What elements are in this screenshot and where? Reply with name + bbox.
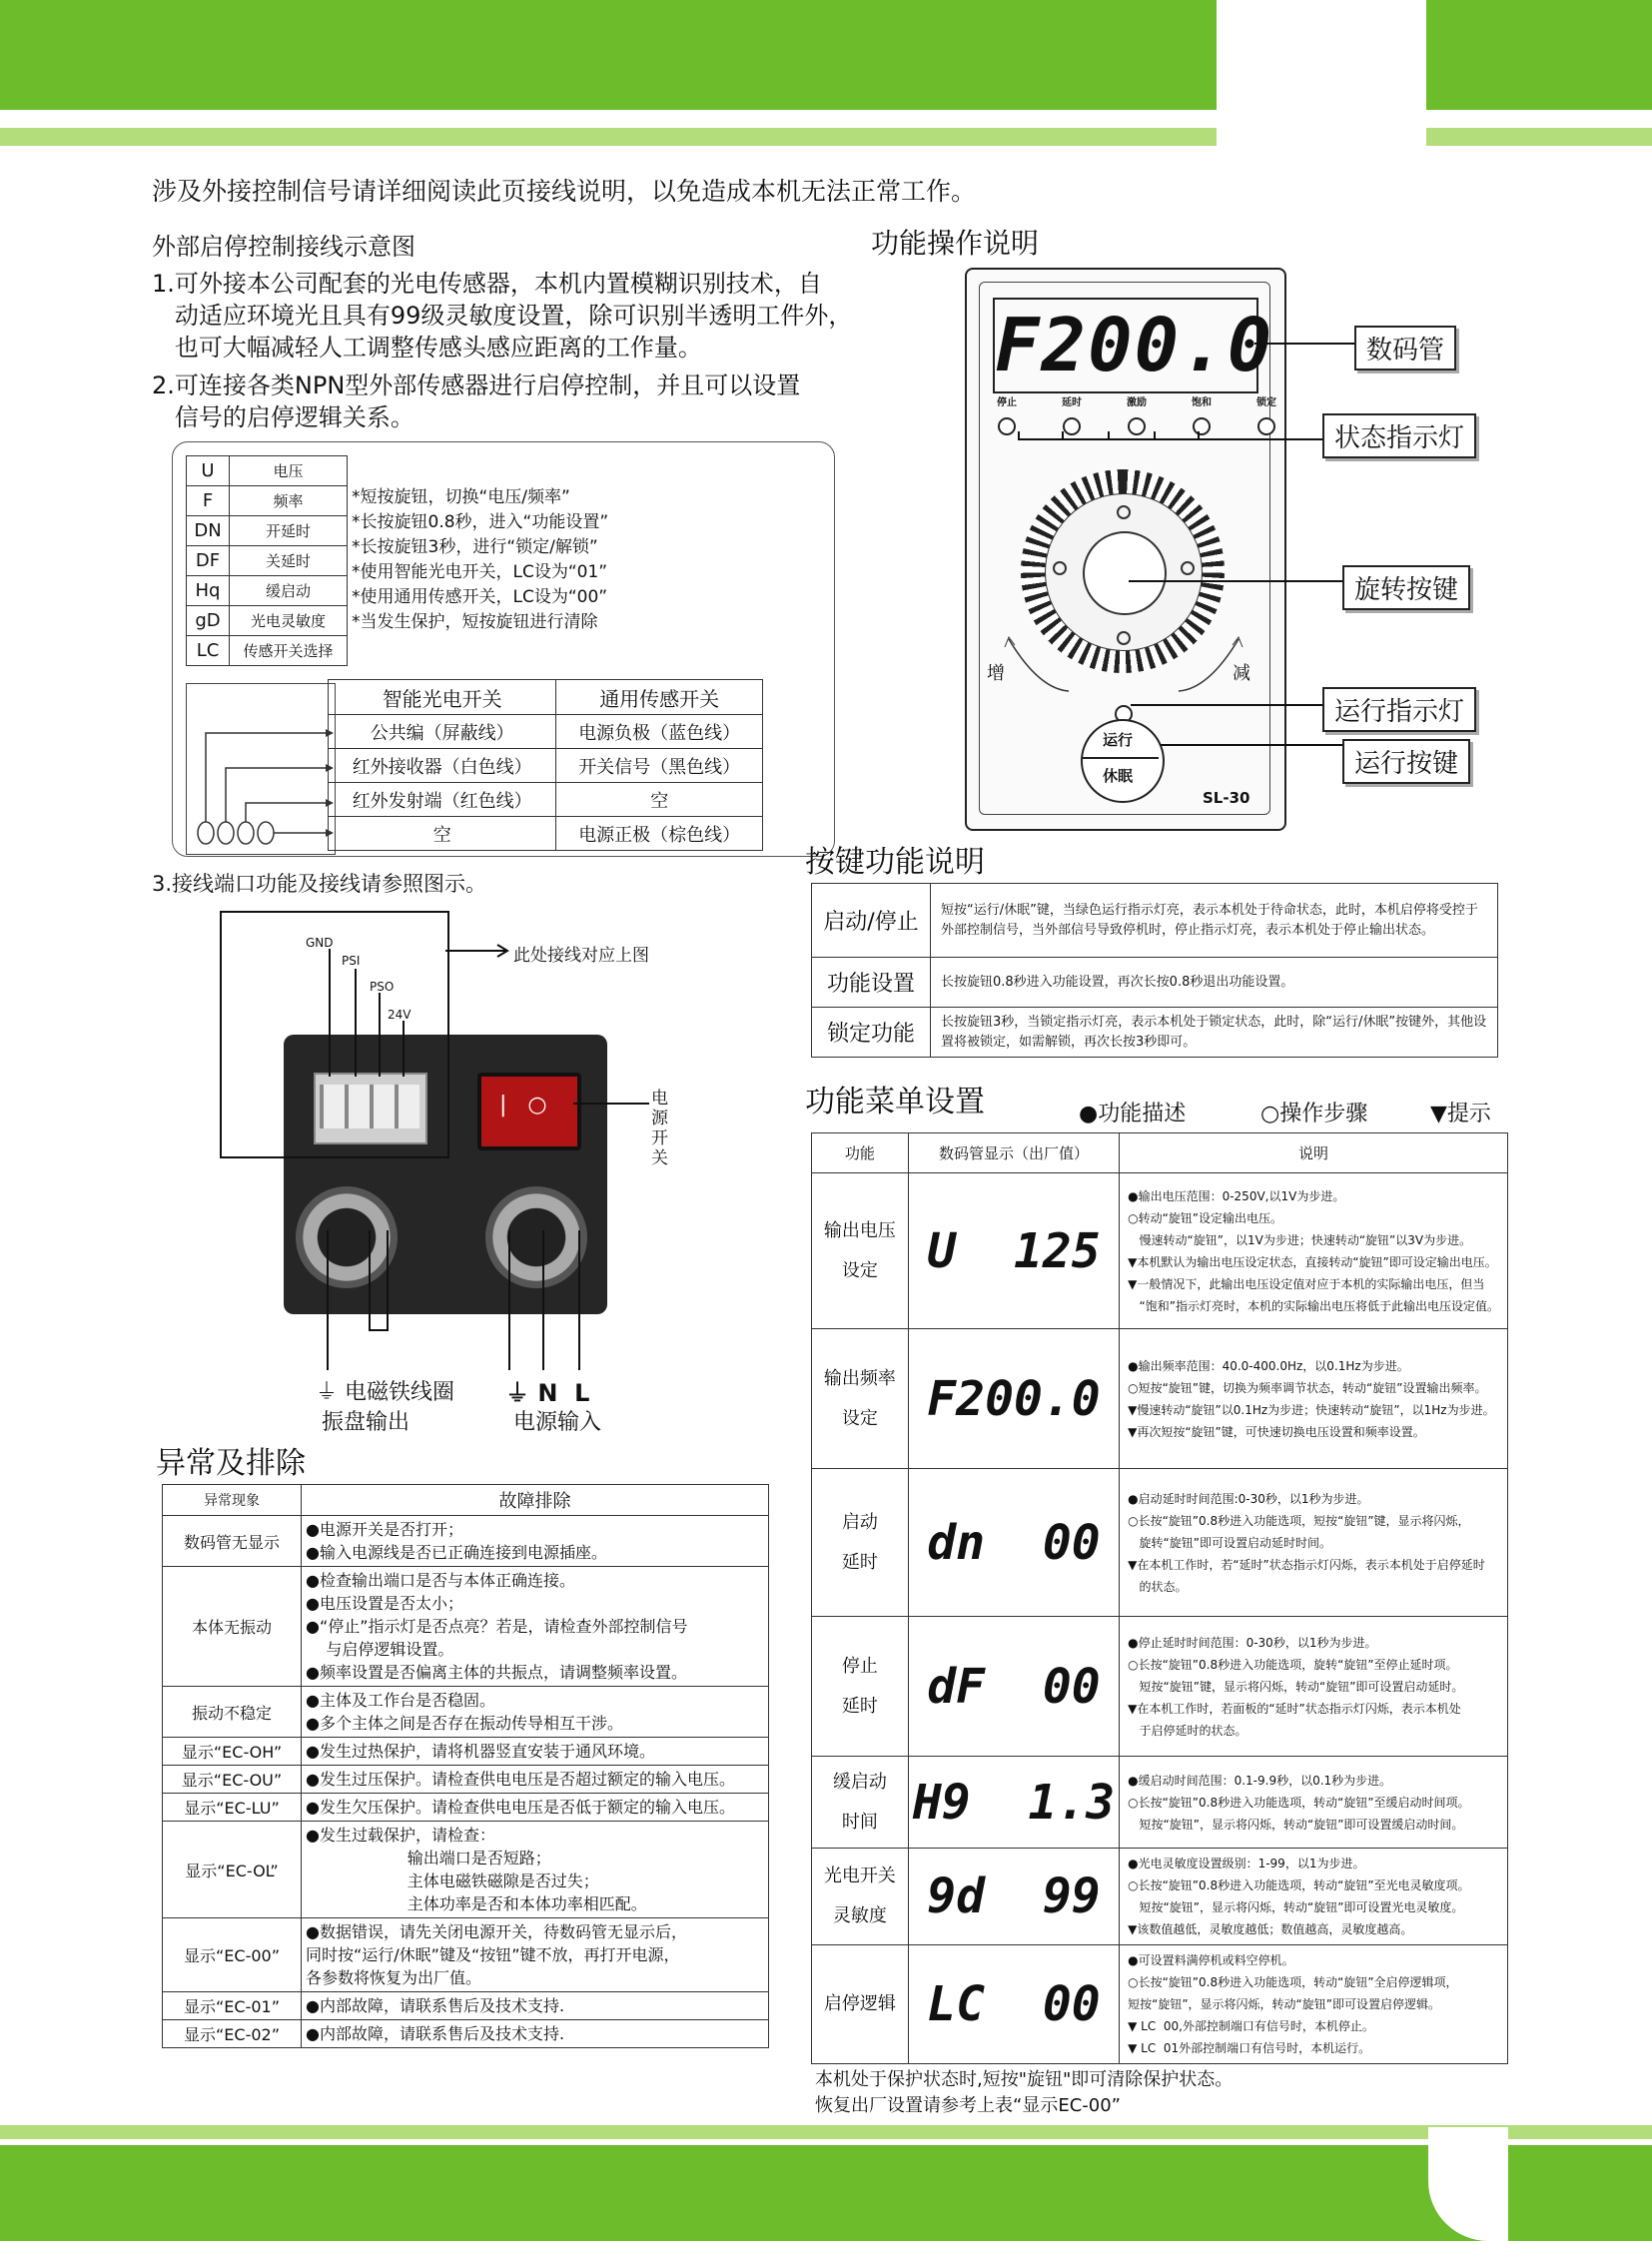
fault-row: [163, 1822, 769, 1918]
key-name: 启动/停止: [812, 884, 931, 958]
panel-display: F200.0: [993, 298, 1258, 393]
output-leads: [320, 1230, 619, 1390]
header-band-left: [0, 0, 1217, 110]
wiring-item-1: 1.可外接本公司配套的光电传感器，本机内置模糊识别技术，自 动适应环境光且具有99级灵敏度设置，除可识别半透明工件外， 也可大幅减轻人工调整传感头感应距离的工作量。: [152, 270, 853, 362]
callout-rotary: 旋转按键: [1342, 565, 1470, 610]
fault-row: [163, 1738, 769, 1766]
switch-header-generic: 通用传感开关: [556, 680, 763, 715]
switch-cell: 红外发射端（红色线）: [329, 783, 556, 817]
fault-row: [163, 1766, 769, 1794]
fault-fix: ●内部故障，请联系售后及技术支持.: [302, 1992, 769, 2020]
callout-status-led: 状态指示灯: [1322, 413, 1476, 458]
code-symbol: gD: [187, 606, 230, 636]
fault-symptom: 显示“EC-01”: [163, 1992, 302, 2020]
fault-row: [163, 1567, 769, 1687]
fault-row: [163, 1992, 769, 2020]
fault-symptom: 振动不稳定: [163, 1687, 302, 1738]
code-meaning: 光电灵敏度: [230, 606, 348, 636]
terminal-slots: [320, 1085, 419, 1128]
terminal-leads: [320, 949, 419, 1079]
switch-cell: 开关信号（黑色线）: [556, 749, 763, 783]
terminal-24v: 24V: [388, 1008, 412, 1022]
fault-fix: ●数据错误，请先关闭电源开关，待数码管无显示后， 同时按“运行/休眠”键及“按钮”键不放，再打开电源， 各参数将恢复为出厂值。: [302, 1918, 769, 1992]
menu-function: 输出频率 设定: [812, 1329, 909, 1469]
fault-row: [163, 1918, 769, 1992]
menu-row: [812, 1469, 1508, 1617]
intro-text: 涉及外接控制信号请详细阅读此页接线说明，以免造成本机无法正常工作。: [152, 177, 977, 206]
power-switch-label: 电源开关: [651, 1089, 668, 1168]
menu-display: dF 00: [908, 1617, 1119, 1757]
fault-fix: ●发生欠压保护。请检查供电电压是否低于额定的输入电压。: [302, 1794, 769, 1822]
rotary-dec-label: 减: [1233, 663, 1250, 684]
run-label: 运行: [1103, 731, 1134, 749]
wiring-title: 外部启停控制接线示意图: [152, 233, 415, 261]
fault-symptom: 显示“EC-LU”: [163, 1794, 302, 1822]
wiring-item-3: 3.接线端口功能及接线请参照图示。: [152, 872, 487, 896]
power-input-text: 电源输入: [513, 1410, 602, 1435]
fault-symptom: 显示“EC-02”: [163, 2020, 302, 2048]
faults-table: [162, 1484, 769, 2048]
keys-title: 按键功能说明: [805, 845, 985, 880]
code-table: [186, 455, 348, 666]
switch-wires: [186, 683, 334, 853]
footer-stripe: [0, 2125, 1652, 2139]
switch-row: [329, 749, 763, 783]
key-row: [812, 1008, 1498, 1058]
coil-label-2: 振盘输出: [322, 1410, 411, 1435]
menu-row: [812, 1173, 1508, 1329]
fault-symptom: 数码管无显示: [163, 1516, 302, 1567]
code-row: [187, 516, 348, 546]
menu-title: 功能菜单设置: [805, 1085, 985, 1120]
menu-desc: ●输出频率范围：40.0-400.0Hz，以0.1Hz为步进。 ○短按“旋钮”键，切换为频率调节状态，转动“旋钮”设置输出频率。 ▼慢速转动“旋钮”以0.1Hz为步进；快速转动“旋钮”，以1Hz为步进。 ▼再次短按“旋钮”键，可快速切换电压设置和频率设置。: [1120, 1329, 1508, 1469]
menu-display: dn 00: [908, 1469, 1119, 1617]
terminal-gnd: GND: [306, 936, 334, 950]
fault-fix: ●发生过压保护。请检查供电电压是否超过额定的输入电压。: [302, 1766, 769, 1794]
code-row: [187, 546, 348, 576]
menu-row: [812, 1849, 1508, 1945]
code-symbol: DN: [187, 516, 230, 546]
menu-table: [811, 1132, 1508, 2064]
code-meaning: 电压: [230, 456, 348, 486]
menu-header-desc: 说明: [1120, 1133, 1508, 1173]
menu-desc: ●缓启动时间范围：0.1-9.9秒，以0.1秒为步进。 ○长按“旋钮”0.8秒进入功能选项，转动“旋钮”至缓启动时间项。 短按“旋钮”，显示将闪烁，转动“旋钮”即可设置缓启动时间。: [1120, 1757, 1508, 1849]
key-desc: 长按旋钮0.8秒进入功能设置，再次长按0.8秒退出功能设置。: [931, 958, 1498, 1008]
menu-desc: ●启动延时时间范围:0-30秒，以1秒为步进。 ○长按“旋钮”0.8秒进入功能选项，短按“旋钮”键，显示将闪烁， 旋转“旋钮”即可设置启动延时时间。 ▼在本机工作时，若“延时”状态指示灯闪烁，表示本机处于启停延时 的状态。: [1120, 1469, 1508, 1617]
callout-run-button: 运行按键: [1342, 739, 1470, 784]
power-input-label: [505, 1378, 589, 1408]
switch-table: [328, 679, 763, 851]
menu-row: [812, 1329, 1508, 1469]
menu-function: 输出电压 设定: [812, 1173, 909, 1329]
code-row: [187, 606, 348, 636]
switch-cell: 电源负极（蓝色线）: [556, 715, 763, 749]
menu-function: 启停逻辑: [812, 1945, 909, 2064]
callout-run-led: 运行指示灯: [1322, 687, 1476, 732]
terminal-note-arrow: [445, 939, 509, 969]
code-row: [187, 636, 348, 666]
code-meaning: 缓启动: [230, 576, 348, 606]
switch-cell: 公共编（屏蔽线）: [329, 715, 556, 749]
callout-lines: [999, 330, 1358, 769]
fault-fix: ●检查输出端口是否与本体正确连接。 ●电压设置是否太小； ●“停止”指示灯是否点亮？若是，请检查外部控制信号 与启停逻辑设置。 ●频率设置是否偏离主体的共振点，请调整频率设置。: [302, 1567, 769, 1687]
menu-row: [812, 1945, 1508, 2064]
status-led-label: 饱和: [1192, 397, 1212, 408]
code-symbol: LC: [187, 636, 230, 666]
code-meaning: 传感开关选择: [230, 636, 348, 666]
code-symbol: F: [187, 486, 230, 516]
keys-table: [811, 883, 1498, 1058]
fault-row: [163, 2020, 769, 2048]
menu-header-function: 功能: [812, 1133, 909, 1173]
code-row: [187, 456, 348, 486]
switch-cell: 空: [556, 783, 763, 817]
menu-function: 缓启动 时间: [812, 1757, 909, 1849]
fault-fix: ●电源开关是否打开； ●输入电源线是否已正确连接到电源插座。: [302, 1516, 769, 1567]
terminal-pso: PSO: [370, 980, 395, 994]
switch-cell: 空: [329, 817, 556, 851]
fault-fix: ●发生过载保护，请检查： 输出端口是否短路； 主体电磁铁磁隙是否过失； 主体功率是否和本体功率相匹配。: [302, 1822, 769, 1918]
coil-label: [316, 1378, 454, 1408]
switch-row: [329, 715, 763, 749]
menu-footer: 本机处于保护状态时,短按"旋钮"即可清除保护状态。 恢复出厂设置请参考上表“显示EC-00”: [815, 2069, 1234, 2116]
fault-row: [163, 1687, 769, 1738]
menu-legend-step: ○操作步骤: [1260, 1102, 1368, 1126]
status-led-label: 锁定: [1256, 397, 1276, 408]
code-symbol: Hq: [187, 576, 230, 606]
status-led-label: 激励: [1127, 397, 1147, 408]
faults-header-symptom: 异常现象: [163, 1485, 302, 1516]
fault-symptom: 显示“EC-OL”: [163, 1822, 302, 1918]
menu-desc: ●可设置料满停机或料空停机。 ○长按“旋钮”0.8秒进入功能选项，转动“旋钮”全启停逻辑项， 短按“旋钮”，显示将闪烁，转动“旋钮”即可设置启停逻辑。 ▼ LC 00,外部控制端口有信号时，本机停止。 ▼ LC 01外部控制端口有信号时，本机运行。: [1120, 1945, 1508, 2064]
menu-legend-desc: ●功能描述: [1079, 1102, 1187, 1126]
switch-header-smart: 智能光电开关: [329, 680, 556, 715]
model-label: SL-30: [1203, 789, 1250, 807]
code-row: [187, 486, 348, 516]
power-nl-label: N L: [537, 1379, 590, 1407]
key-name: 锁定功能: [812, 1008, 931, 1058]
fault-fix: ●内部故障，请联系售后及技术支持.: [302, 2020, 769, 2048]
status-led-label: 延时: [1062, 397, 1082, 408]
terminal-psi: PSI: [342, 954, 361, 968]
code-meaning: 开延时: [230, 516, 348, 546]
coil-label-text: 电磁铁线圈: [345, 1380, 455, 1405]
fault-fix: ●发生过热保护，请将机器竖直安装于通风环境。: [302, 1738, 769, 1766]
power-switch-marks: | ○: [499, 1093, 547, 1118]
key-desc: 短按“运行/休眠”键，当绿色运行指示灯亮，表示本机处于待命状态，此时，本机启停将受控于外部控制信号，当外部信号导致停机时，停止指示灯亮，表示本机处于停止输出状态。: [931, 884, 1498, 958]
menu-function: 停止 延时: [812, 1617, 909, 1757]
ground-symbol-output: ⏚: [316, 1380, 345, 1405]
panel-title: 功能操作说明: [871, 227, 1040, 260]
key-row: [812, 958, 1498, 1008]
switch-row: [329, 817, 763, 851]
switch-cell: 红外接收器（白色线）: [329, 749, 556, 783]
fault-symptom: 本体无振动: [163, 1567, 302, 1687]
fault-symptom: 显示“EC-00”: [163, 1918, 302, 1992]
rotary-inc-label: 增: [987, 663, 1005, 684]
status-led-label: 停止: [997, 397, 1017, 408]
menu-function: 光电开关 灵敏度: [812, 1849, 909, 1945]
code-row: [187, 576, 348, 606]
menu-display: U 125: [908, 1173, 1119, 1329]
code-symbol: DF: [187, 546, 230, 576]
menu-desc: ●光电灵敏度设置级别：1-99，以1为步进。 ○长按“旋钮”0.8秒进入功能选项，转动“旋钮”至光电灵敏度项。 短按“旋钮”，显示将闪烁，转动“旋钮”即可设置光电灵敏度。 ▼该数值越低，灵敏度越低；数值越高，灵敏度越高。: [1120, 1849, 1508, 1945]
menu-display: 9d 99: [908, 1849, 1119, 1945]
header-stripe-left: [0, 128, 1217, 146]
power-switch-lead: [573, 1099, 653, 1109]
key-row: [812, 884, 1498, 958]
fault-row: [163, 1516, 769, 1567]
footer-band: [0, 2145, 1652, 2241]
wiring-item-2: 2.可连接各类NPN型外部传感器进行启停控制，并且可以设置 信号的启停逻辑关系。: [152, 372, 801, 431]
fault-symptom: 显示“EC-OU”: [163, 1766, 302, 1794]
faults-title: 异常及排除: [156, 1446, 306, 1481]
switch-cell: 电源正极（棕色线）: [556, 817, 763, 851]
code-meaning: 频率: [230, 486, 348, 516]
menu-display: LC 00: [908, 1945, 1119, 2064]
code-meaning: 关延时: [230, 546, 348, 576]
header-stripe-right: [1426, 128, 1652, 146]
key-desc: 长按旋钮3秒，当锁定指示灯亮，表示本机处于锁定状态，此时，除“运行/休眠”按键外，其他设置将被锁定，如需解锁，再次长按3秒即可。: [931, 1008, 1498, 1058]
fault-fix: ●主体及工作台是否稳固。 ●多个主体之间是否存在振动传导相互干涉。: [302, 1687, 769, 1738]
faults-header-fix: 故障排除: [302, 1485, 769, 1516]
menu-header-display: 数码管显示（出厂值）: [908, 1133, 1119, 1173]
code-symbol: U: [187, 456, 230, 486]
switch-row: [329, 783, 763, 817]
sleep-label: 休眠: [1103, 767, 1134, 785]
menu-legend-tip: ▼提示: [1430, 1102, 1491, 1126]
menu-row: [812, 1757, 1508, 1849]
fault-row: [163, 1794, 769, 1822]
menu-row: [812, 1617, 1508, 1757]
header-band-right: [1426, 0, 1652, 110]
menu-desc: ●输出电压范围：0-250V,以1V为步进。 ○转动“旋钮”设定输出电压。 慢速转动“旋钮”，以1V为步进；快速转动“旋钮”以3V为步进。 ▼本机默认为输出电压设定状态，直接转动“旋钮”即可设定输出电压。 ▼一般情况下，此输出电压设定值对应于本机的实际输出电压，但当 “饱和”指示灯亮时，本机的实际输出电压将低于此输出电压设定值。: [1120, 1173, 1508, 1329]
callout-display: 数码管: [1354, 326, 1456, 371]
terminal-note: 此处接线对应上图: [513, 946, 649, 966]
fault-symptom: 显示“EC-OH”: [163, 1738, 302, 1766]
menu-function: 启动 延时: [812, 1469, 909, 1617]
key-name: 功能设置: [812, 958, 931, 1008]
menu-display: F200.0: [908, 1329, 1119, 1469]
ground-symbol-input: ⏚: [505, 1379, 538, 1407]
menu-display: H9 1.3: [908, 1757, 1119, 1849]
menu-desc: ●停止延时时间范围：0-30秒，以1秒为步进。 ○长按“旋钮”0.8秒进入功能选项，旋转“旋钮”至停止延时项。 短按“旋钮”键，显示将闪烁，转动“旋钮”即可设置启动延时。 ▼在本机工作时，若面板的“延时”状态指示灯闪烁，表示本机处 于启停延时的状态。: [1120, 1617, 1508, 1757]
code-tips: *短按旋钮，切换“电压/频率” *长按旋钮0.8秒，进入“功能设置” *长按旋钮3秒，进行“锁定/解锁” *使用智能光电开关，LC设为“01” *使用通用传感开关，LC设为“00” *当发生保护，短按旋钮进行清除: [352, 487, 609, 632]
